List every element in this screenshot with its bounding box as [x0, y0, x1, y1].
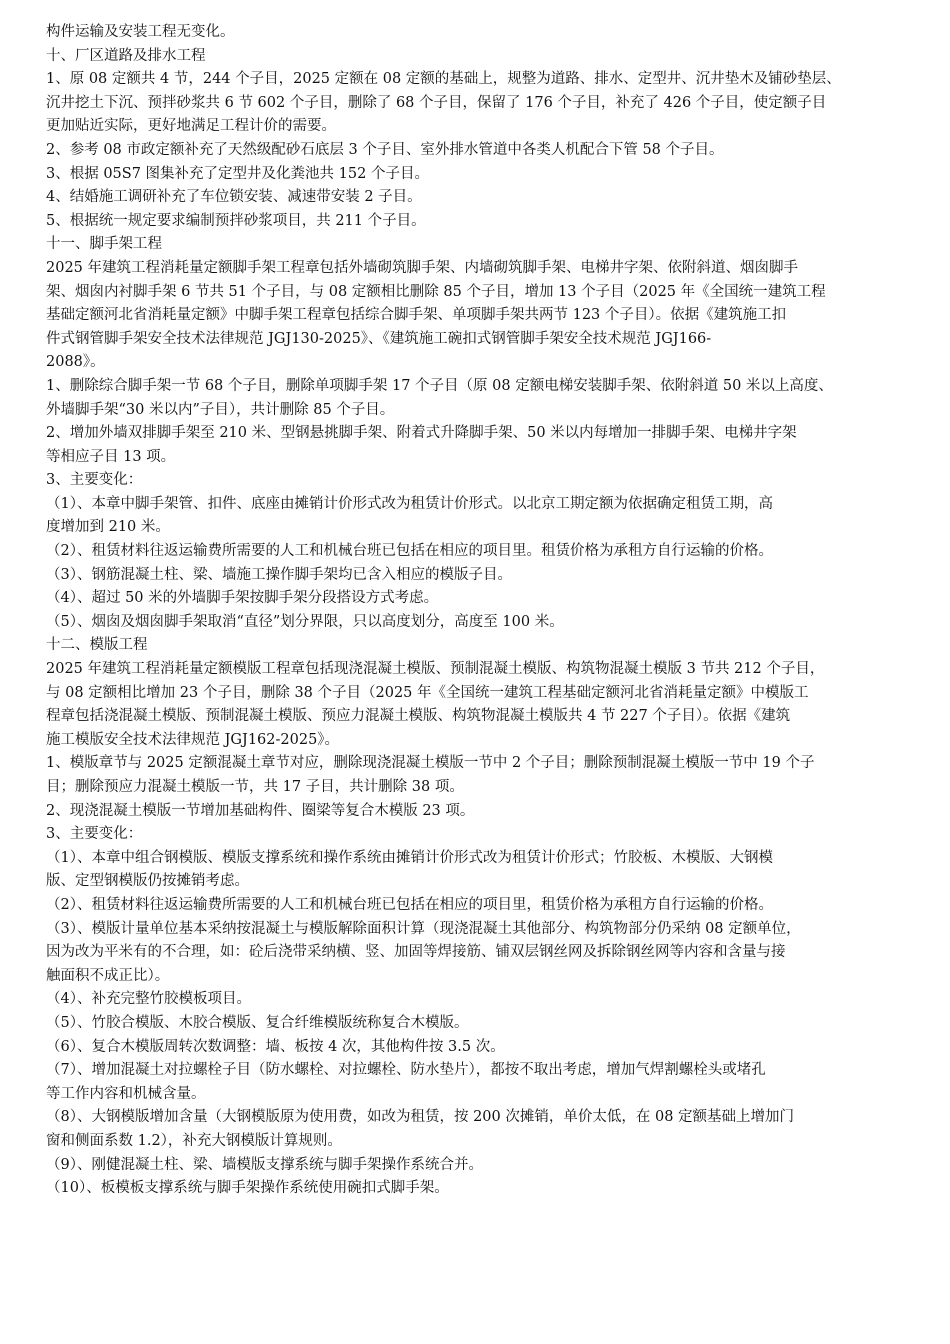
text-line: （6）、复合木模版周转次数调整：墙、板按 4 次，其他构件按 3.5 次。	[46, 1038, 505, 1055]
text-line: （4）、超过 50 米的外墙脚手架按脚手架分段搭设方式考虑。	[46, 590, 439, 607]
text-line: 版、定型钢模版仍按摊销考虑。	[46, 873, 249, 890]
text-line: （1）、本章中脚手架管、扣件、底座由摊销计价形式改为租赁计价形式。以北京工期定额为依据确定租赁工期，高	[46, 495, 773, 512]
text-line: （7）、增加混凝土对拉螺栓子目（防水螺栓、对拉螺栓、防水垫片），都按不取出考虑，增加气焊割螺栓头或堵孔	[46, 1062, 766, 1079]
text-line: 1、原 08 定额共 4 节，244 个子目，2025 定额在 08 定额的基础上，规整为道路、排水、定型井、沉井垫木及铺砂垫层、	[46, 71, 841, 88]
text-line: 施工模版安全技术法律规范 JGJ162-2025》。	[46, 731, 340, 748]
text-line: （4）、补充完整竹胶模板项目。	[46, 991, 251, 1008]
text-line: 4、结婚施工调研补充了车位锁安装、减速带安装 2 子目。	[46, 189, 422, 206]
text-line: （3）、钢筋混凝土柱、梁、墙施工操作脚手架均已含入相应的模版子目。	[46, 566, 512, 583]
text-line: 触面积不成正比）。	[46, 967, 170, 984]
text-line: 等相应子目 13 项。	[46, 448, 176, 465]
text-line: 2、现浇混凝土模版一节增加基础构件、圈梁等复合木模版 23 项。	[46, 802, 475, 819]
document-body	[46, 21, 910, 1201]
text-line: （3）、模版计量单位基本采纳按混凝土与模版解除面积计算（现浇混凝土其他部分、构筑物部分仍采纳 08 定额单位，	[46, 920, 801, 937]
text-line: 2、参考 08 市政定额补充了天然级配砂石底层 3 个子目、室外排水管道中各类人机配合下管 58 个子目。	[46, 141, 724, 158]
text-line: 窗和侧面系数 1.2），补充大钢模版计算规则。	[46, 1132, 342, 1149]
text-line: 3、根据 05S7 图集补充了定型井及化粪池共 152 个子目。	[46, 165, 429, 182]
text-line: （8）、大钢模版增加含量（大钢模版原为使用费，如改为租赁，按 200 次摊销，单价太低，在 08 定额基础上增加门	[46, 1109, 795, 1126]
text-line: 5、根据统一规定要求编制预拌砂浆项目，共 211 个子目。	[46, 212, 426, 229]
text-line: 十二、模版工程	[46, 637, 148, 654]
text-line: 度增加到 210 米。	[46, 519, 170, 536]
text-line: （5）、烟囱及烟囱脚手架取消“直径”划分界限，只以高度划分，高度至 100 米。	[46, 613, 564, 630]
text-line: 2088》。	[46, 354, 105, 371]
text-line: 十、厂区道路及排水工程	[46, 47, 206, 64]
text-line: （10）、板模板支撑系统与脚手架操作系统使用碗扣式脚手架。	[46, 1180, 449, 1197]
text-line: 3、主要变化：	[46, 472, 143, 489]
text-line: 件式钢管脚手架安全技术法律规范 JGJ130-2025》、《建筑施工碗扣式钢管脚手架安全技术规范 JGJ166-	[46, 330, 712, 347]
text-line: （5）、竹胶合模版、木胶合模版、复合纤维模版统称复合木模版。	[46, 1014, 469, 1031]
text-line: （1）、本章中组合钢模版、模版支撑系统和操作系统由摊销计价形式改为租赁计价形式；竹胶板、木模版、大钢模	[46, 849, 773, 866]
text-line: 十一、脚手架工程	[46, 236, 162, 253]
text-line: 基础定额河北省消耗量定额》中脚手架工程章包括综合脚手架、单项脚手架共两节 123 个子目）。依据《建筑施工扣	[46, 307, 787, 324]
text-line: 2025 年建筑工程消耗量定额脚手架工程章包括外墙砌筑脚手架、内墙砌筑脚手架、电梯井字架、依附斜道、烟囱脚手	[46, 259, 799, 276]
text-line: 等工作内容和机械含量。	[46, 1085, 206, 1102]
text-line: 与 08 定额相比增加 23 个子目，删除 38 个子目（2025 年《全国统一建筑工程基础定额河北省消耗量定额》中模版工	[46, 684, 809, 701]
text-line: 程章包括浇混凝土模版、预制混凝土模版、预应力混凝土模版、构筑物混凝土模版共 4 节 227 个子目）。依据《建筑	[46, 708, 791, 725]
text-line: （9）、刚健混凝土柱、梁、墙模版支撑系统与脚手架操作系统合并。	[46, 1156, 483, 1173]
text-line: 3、主要变化：	[46, 826, 143, 843]
text-line: 架、烟囱内衬脚手架 6 节共 51 个子目，与 08 定额相比删除 85 个子目，增加 13 个子目（2025 年《全国统一建筑工程	[46, 283, 826, 300]
text-line: 目；删除预应力混凝土模版一节，共 17 子目，共计删除 38 项。	[46, 779, 464, 795]
text-line: 构件运输及安装工程无变化。	[46, 24, 235, 40]
text-line: 外墙脚手架“30 米以内”子目），共计删除 85 个子目。	[46, 401, 395, 418]
text-line: 因为改为平米有的不合理，如：砼后浇带采纳横、竖、加固等焊接筋、铺双层钢丝网及拆除钢丝网等内容和含量与接	[46, 944, 786, 961]
text-line: （2）、租赁材料往返运输费所需要的人工和机械台班已包括在相应的项目里。租赁价格为承租方自行运输的价格。	[46, 543, 773, 560]
text-line: （2）、租赁材料往返运输费所需要的人工和机械台班已包括在相应的项目里，租赁价格为承租方自行运输的价格。	[46, 896, 773, 913]
text-line: 2、增加外墙双排脚手架至 210 米、型钢悬挑脚手架、附着式升降脚手架、50 米以内每增加一排脚手架、电梯井字架	[46, 425, 797, 442]
text-line: 更加贴近实际，更好地满足工程计价的需要。	[46, 118, 336, 135]
text-line: 沉井挖土下沉、预拌砂浆共 6 节 602 个子目，删除了 68 个子目，保留了 176 个子目，补充了 426 个子目，使定额子目	[46, 94, 827, 111]
text-line: 1、删除综合脚手架一节 68 个子目，删除单项脚手架 17 个子目（原 08 定额电梯安装脚手架、依附斜道 50 米以上高度、	[46, 377, 833, 394]
text-line: 2025 年建筑工程消耗量定额模版工程章包括现浇混凝土模版、预制混凝土模版、构筑物混凝土模版 3 节共 212 个子目，	[46, 661, 825, 678]
text-line: 1、模版章节与 2025 定额混凝土章节对应，删除现浇混凝土模版一节中 2 个子目；删除预制混凝土模版一节中 19 个子	[46, 755, 815, 772]
